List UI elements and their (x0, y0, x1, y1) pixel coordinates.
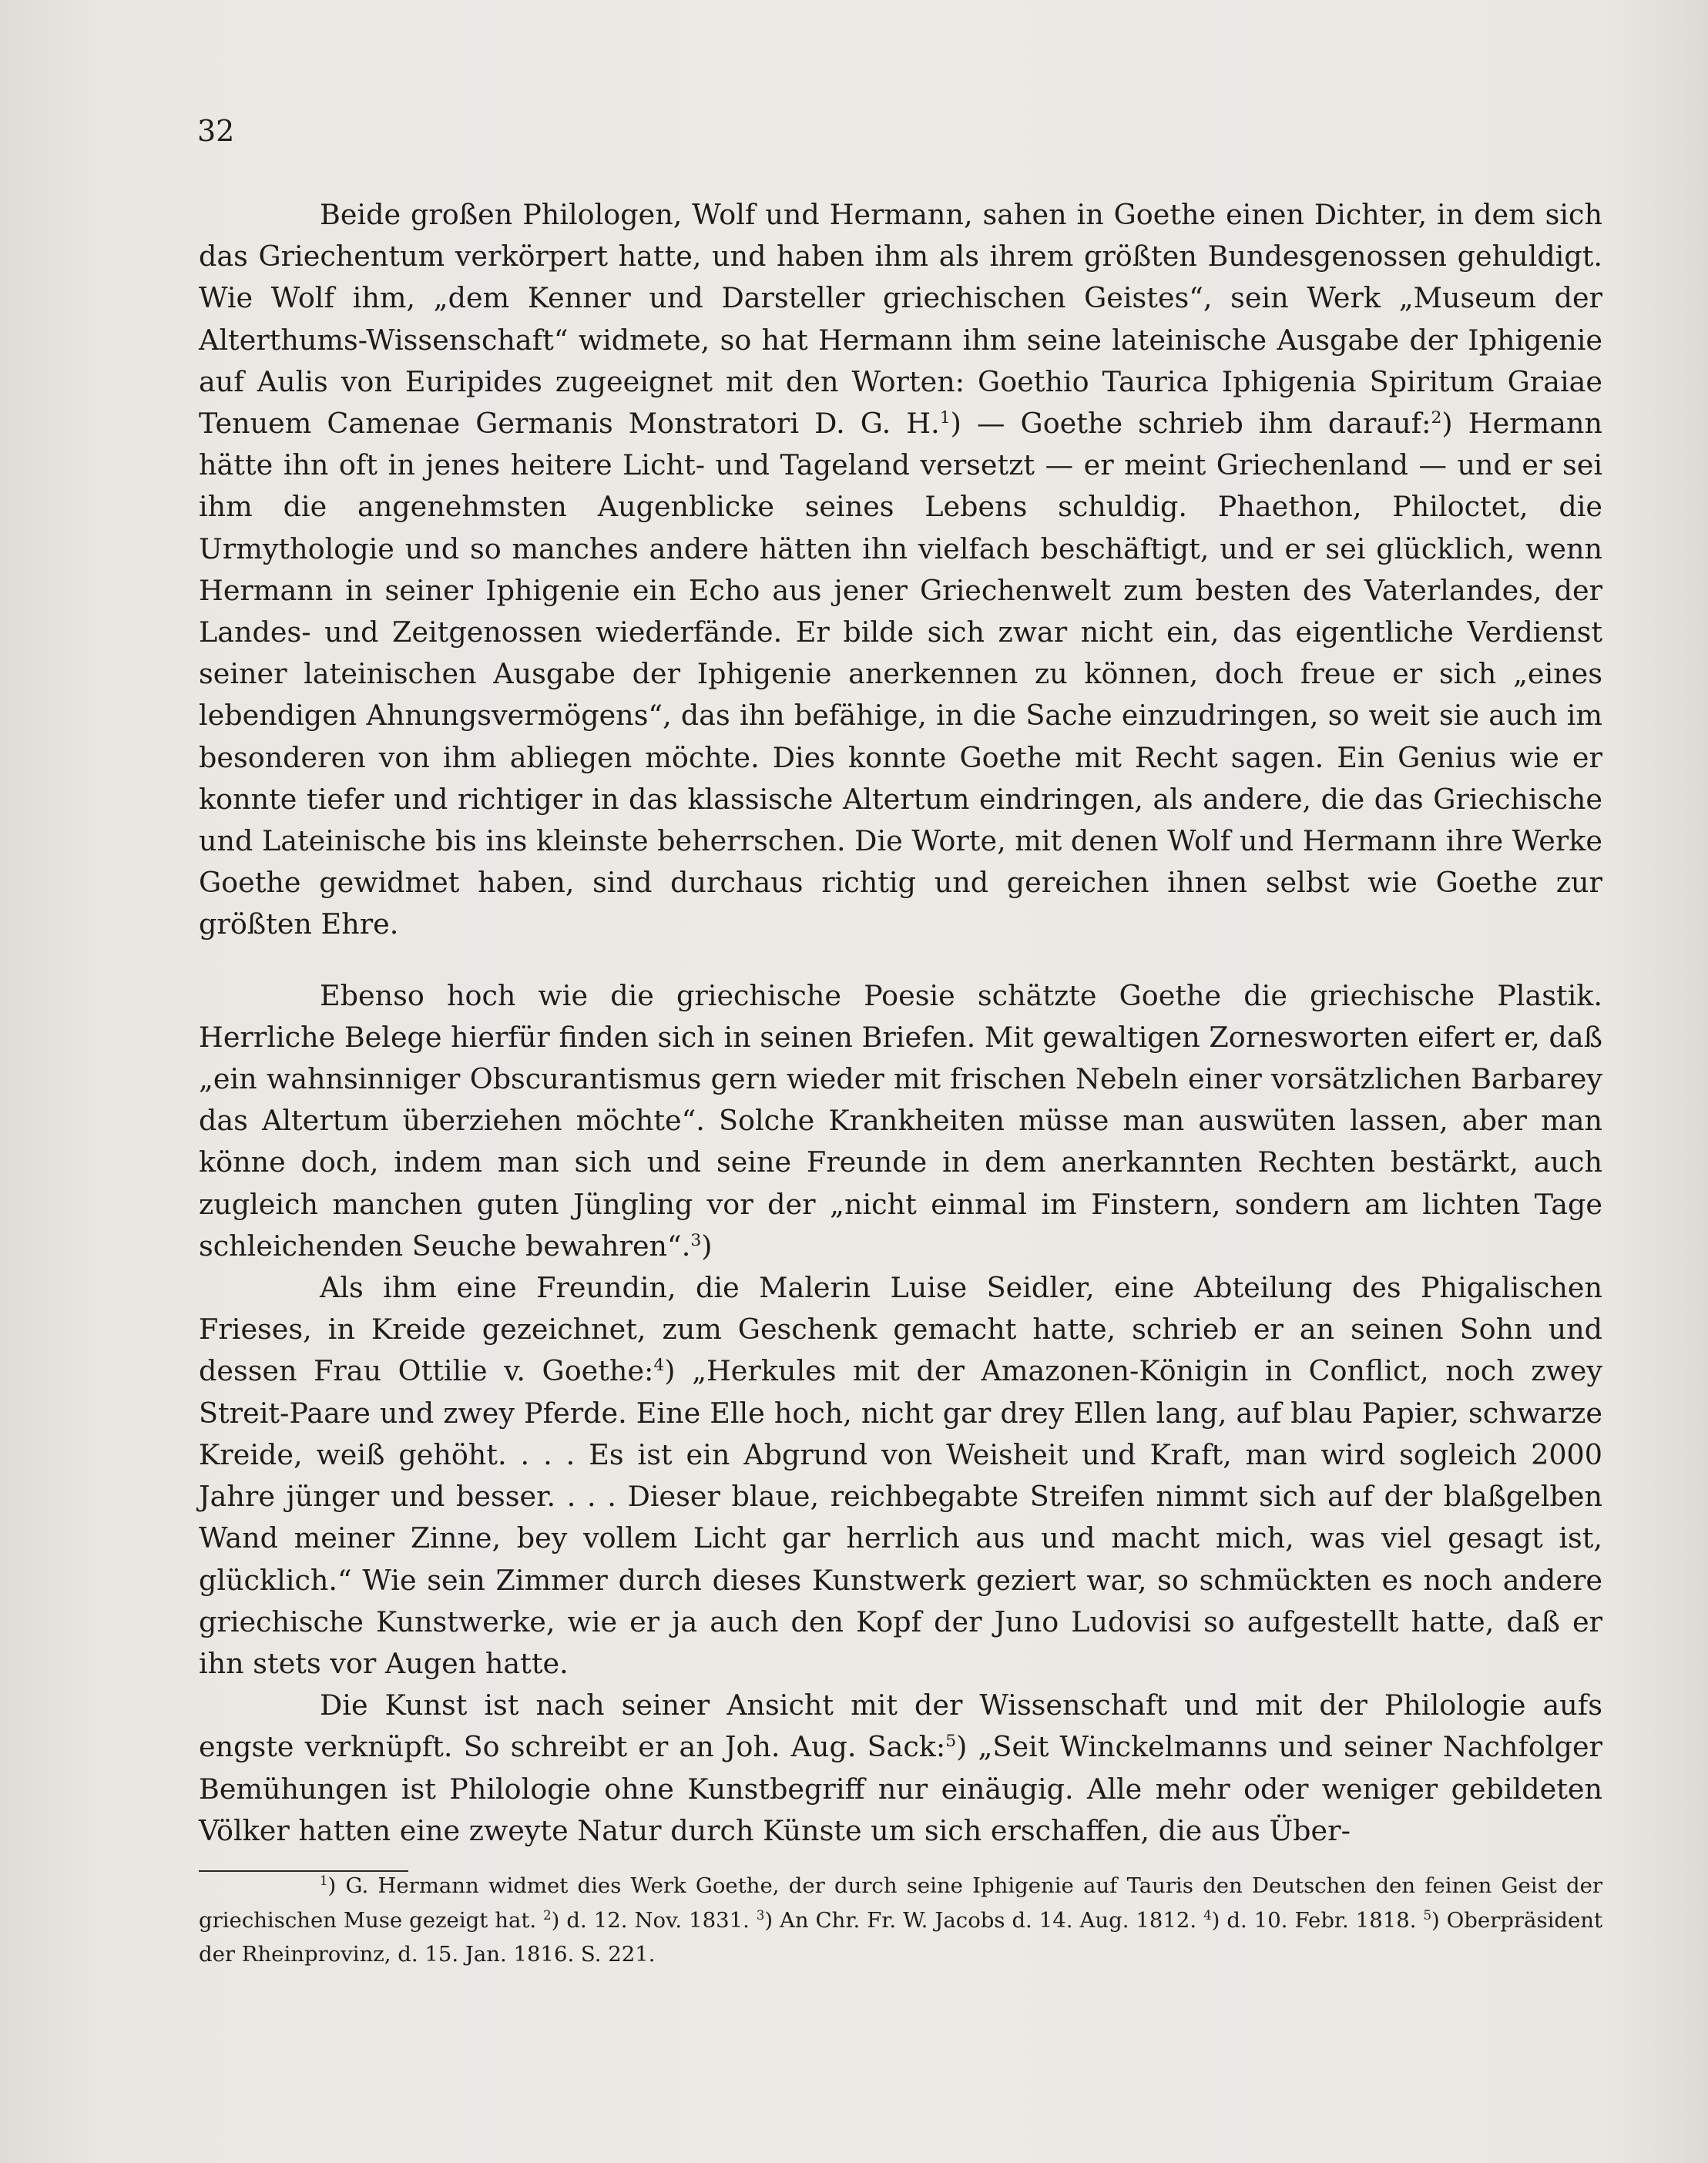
footnote-block (199, 1869, 1602, 1972)
footnote-ref-3: 3 (690, 1230, 702, 1250)
footnote-ref-5: 5 (945, 1732, 957, 1752)
footnote-ref-1: 1 (939, 407, 951, 428)
footnote-text-4: ) d. 10. Febr. 1818. (1211, 1907, 1424, 1933)
text-segment: ) (701, 1229, 713, 1263)
footnote-text-2: ) d. 12. Nov. 1831. (551, 1907, 757, 1933)
text-segment: Beide großen Philologen, Wolf und Hermann, sahen in Goethe einen Dichter, in dem sich das Griechentum verkörpert hatte, und haben ihm als ihrem größten Bundesgenossen gehuldigt. Wie Wolf ihm, „dem Kenner und Darsteller griechischen Geistes“, sein Werk „Museum der Alterthums-Wissenschaft“ widmete, so hat Hermann ihm seine lateinische Ausgabe der Iphigenie auf Aulis von Euripides zugeeignet mit den Worten: Goethio Taurica Iphigenia Spiritum Graiae Tenuem Camenae Germanis Monstratori D. G. H. (199, 198, 1602, 441)
text-segment: ) Hermann hätte ihn oft in jenes heitere Licht- und Tageland versetzt — er meint Griechenland — und er sei ihm die angenehmsten Augenblicke seines Lebens schuldig. Phaethon, Philoctet, die Urmythologie und so manches andere hätten ihn vielfach beschäftigt, und er sei glücklich, wenn Hermann in seiner Iphigenie ein Echo aus jener Griechenwelt zum besten des Vaterlandes, der Landes- und Zeitgenossen wiederfände. Er bilde sich zwar nicht ein, das eigentliche Verdienst seiner lateinischen Ausgabe der Iphigenie anerkennen zu können, doch freue er sich „eines lebendigen Ahnungsvermögens“, das ihn befähige, in die Sache einzudringen, so weit sie auch im besonderen von ihm abliegen möchte. Dies konnte Goethe mit Recht sagen. Ein Genius wie er konnte tiefer und richtiger in das klassische Altertum eindringen, als andere, die das Griechische und Lateinische bis ins kleinste beherrschen. Die Worte, mit denen Wolf und Hermann ihre Werke Goethe gewidmet haben, sind durchaus richtig und gereichen ihnen selbst wie Goethe zur größten Ehre. (199, 407, 1602, 941)
footnote-mark-2: 2 (543, 1907, 552, 1923)
text-segment: ) „Herkules mit der Amazonen-Königin in Conflict, noch zwey Streit-Paare und zwey Pferde. Eine Elle hoch, nicht gar drey Ellen lang, auf blau Papier, schwarze Kreide, weiß gehöht. . . . Es ist ein Abgrund von Weisheit und Kraft, man wird sogleich 2000 Jahre jünger und besser. . . . Dieser blaue, reichbegabte Streifen nimmt sich auf der blaßgelben Wand meiner Zinne, bey vollem Licht gar herrlich aus und macht mich, was viel gesagt ist, glücklich.“ Wie sein Zimmer durch dieses Kunstwerk geziert war, so schmückten es noch andere griechische Kunstwerke, wie er ja auch den Kopf der Juno Ludovisi so aufgestellt hatte, daß er ihn stets vor Augen hatte. (199, 1354, 1602, 1680)
paragraph-philologists (199, 194, 1602, 946)
footnote-mark-3: 3 (756, 1907, 765, 1923)
footnote-ref-4: 4 (653, 1356, 665, 1376)
text-segment: Die Kunst ist nach seiner Ansicht mit der Wissenschaft und mit der Philologie aufs engste verknüpft. So schreibt er an Joh. Aug. Sack: (199, 1688, 1602, 1764)
paragraph-seidler (199, 1267, 1602, 1685)
footnote-text-1: ) G. Hermann widmet dies Werk Goethe, der durch seine Iphigenie auf Tauris den Deutschen den feinen Geist der griechischen Muse gezeigt hat. (199, 1873, 1602, 1933)
footnotes (199, 1869, 1602, 1972)
footnote-ref-2: 2 (1431, 407, 1442, 428)
text-segment: Als ihm eine Freundin, die Malerin Luise Seidler, eine Abteilung des Phigalischen Frieses, in Kreide gezeichnet, zum Geschenk gemacht hatte, schrieb er an seinen Sohn und dessen Frau Ottilie v. Goethe: (199, 1271, 1602, 1388)
footnote-mark-1: 1 (320, 1873, 328, 1888)
footnote-mark-4: 4 (1203, 1907, 1212, 1923)
text-segment: Ebenso hoch wie die griechische Poesie schätzte Goethe die griechische Plastik. Herrliche Belege hierfür finden sich in seinen Briefen. Mit gewaltigen Zornesworten eifert er, daß „ein wahnsinniger Obscurantismus gern wieder mit frischen Nebeln einer vorsätzlichen Barbarey das Altertum überziehen möchte“. Solche Krankheiten müsse man auswüten lassen, aber man könne doch, indem man sich und seine Freunde in dem anerkannten Rechten bestärkt, auch zugleich manchen guten Jüngling vor der „nicht einmal im Finstern, sondern am lichten Tage schleichenden Seuche bewahren“. (199, 978, 1602, 1263)
footnote-text-3: ) An Chr. Fr. W. Jacobs d. 14. Aug. 1812. (764, 1907, 1204, 1933)
paragraph-plastik (199, 975, 1602, 1267)
text-segment: ) — Goethe schrieb ihm darauf: (950, 407, 1431, 441)
paragraph-kunst (199, 1685, 1602, 1852)
page-number: 32 (197, 114, 235, 148)
text-segment: ) „Seit Winckelmanns und seiner Nachfolger Bemühungen ist Philologie ohne Kunstbegriff nur einäugig. Alle mehr oder weniger gebildeten Völker hatten eine zweyte Natur durch Künste um sich erschaffen, die aus Über- (199, 1730, 1602, 1847)
footnote-text-5: ) Oberpräsident der Rheinprovinz, d. 15. Jan. 1816. S. 221. (199, 1907, 1603, 1967)
footnote-mark-5: 5 (1423, 1907, 1432, 1923)
body-text (199, 194, 1602, 1852)
